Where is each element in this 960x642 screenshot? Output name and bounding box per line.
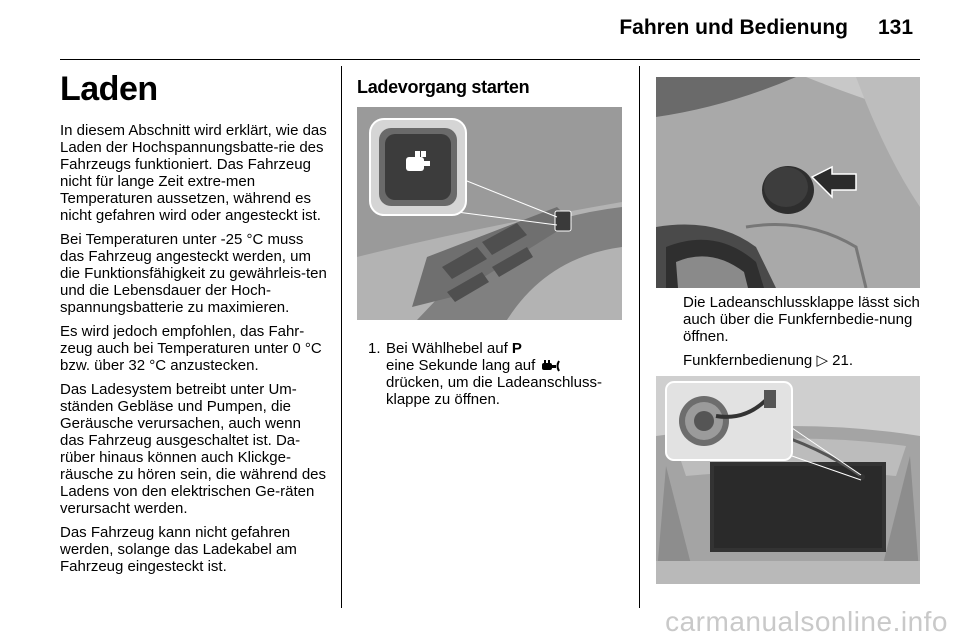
section-title: Laden (60, 70, 158, 108)
step-text-mid: eine Sekunde lang auf (386, 357, 540, 374)
door-panel-illustration (357, 107, 622, 320)
reference-page: 21. (832, 352, 854, 369)
subheading-charging-start: Ladevorgang starten (357, 77, 530, 97)
step-text-before: Bei Wählhebel auf (386, 340, 512, 357)
reference-label: Funkfernbedienung (683, 352, 813, 369)
step-1 (368, 340, 630, 408)
paragraph-recommendation: Es wird jedoch empfohlen, das Fahr-zeug auch bei Temperaturen unter 0 °C bzw. über 32 °C anzustecken. (60, 323, 322, 374)
paragraph-low-temperature: Bei Temperaturen unter -25 °C muss das Fahrzeug angesteckt werden, um die Funktionsfähigkeit zu gewährleis-ten und die Lebensdauer der Hoch-spannungsbatterie zu maximieren. (60, 231, 327, 316)
column-divider-left (341, 66, 342, 608)
intro-text (60, 122, 328, 582)
selector-position-p: P (511, 340, 522, 357)
column-divider-right (639, 66, 640, 608)
remote-control-text (683, 294, 923, 376)
paragraph-cable-warning: Das Fahrzeug kann nicht gefahren werden, solange das Ladekabel am Fahrzeug eingesteckt ist. (60, 524, 297, 575)
paragraph-intro: In diesem Abschnitt wird erklärt, wie das Laden der Hochspannungsbatte-rie des Fahrzeugs funktioniert. Das Fahrzeug nicht für lange Zeit extre-men Temperaturen aussetzen, während es nicht gefahren wird oder angesteckt ist. (60, 122, 327, 224)
charge-port-flap-illustration (656, 77, 920, 288)
paragraph-noise: Das Ladesystem betreibt unter Um-ständen Gebläse und Pumpen, die Geräusche verursachen, auch wenn das Fahrzeug ausgeschaltet ist. Da-rüber hinaus können auch Klickge-räusche zu hören sein, die während des Ladens von den elektrischen Ge-räten verursacht werden. (60, 381, 327, 517)
reference-arrow-icon: ▷ (816, 352, 828, 369)
header-title: Fahren und Bedienung (619, 16, 848, 39)
step-text-after: drücken, um die Ladeanschluss-klappe zu öffnen. (386, 374, 602, 408)
trunk-charging-cable-illustration (656, 376, 920, 584)
page-number: 131 (878, 16, 914, 39)
step-number: 1. (368, 340, 381, 357)
paragraph-remote-open: Die Ladeanschlussklappe lässt sich auch über die Funkfernbedie-nung öffnen. (683, 294, 920, 345)
paragraph-reference (683, 352, 923, 369)
watermark: carmanualsonline.info (665, 606, 948, 637)
charge-port-button-icon (541, 360, 563, 372)
header-divider (60, 59, 920, 60)
